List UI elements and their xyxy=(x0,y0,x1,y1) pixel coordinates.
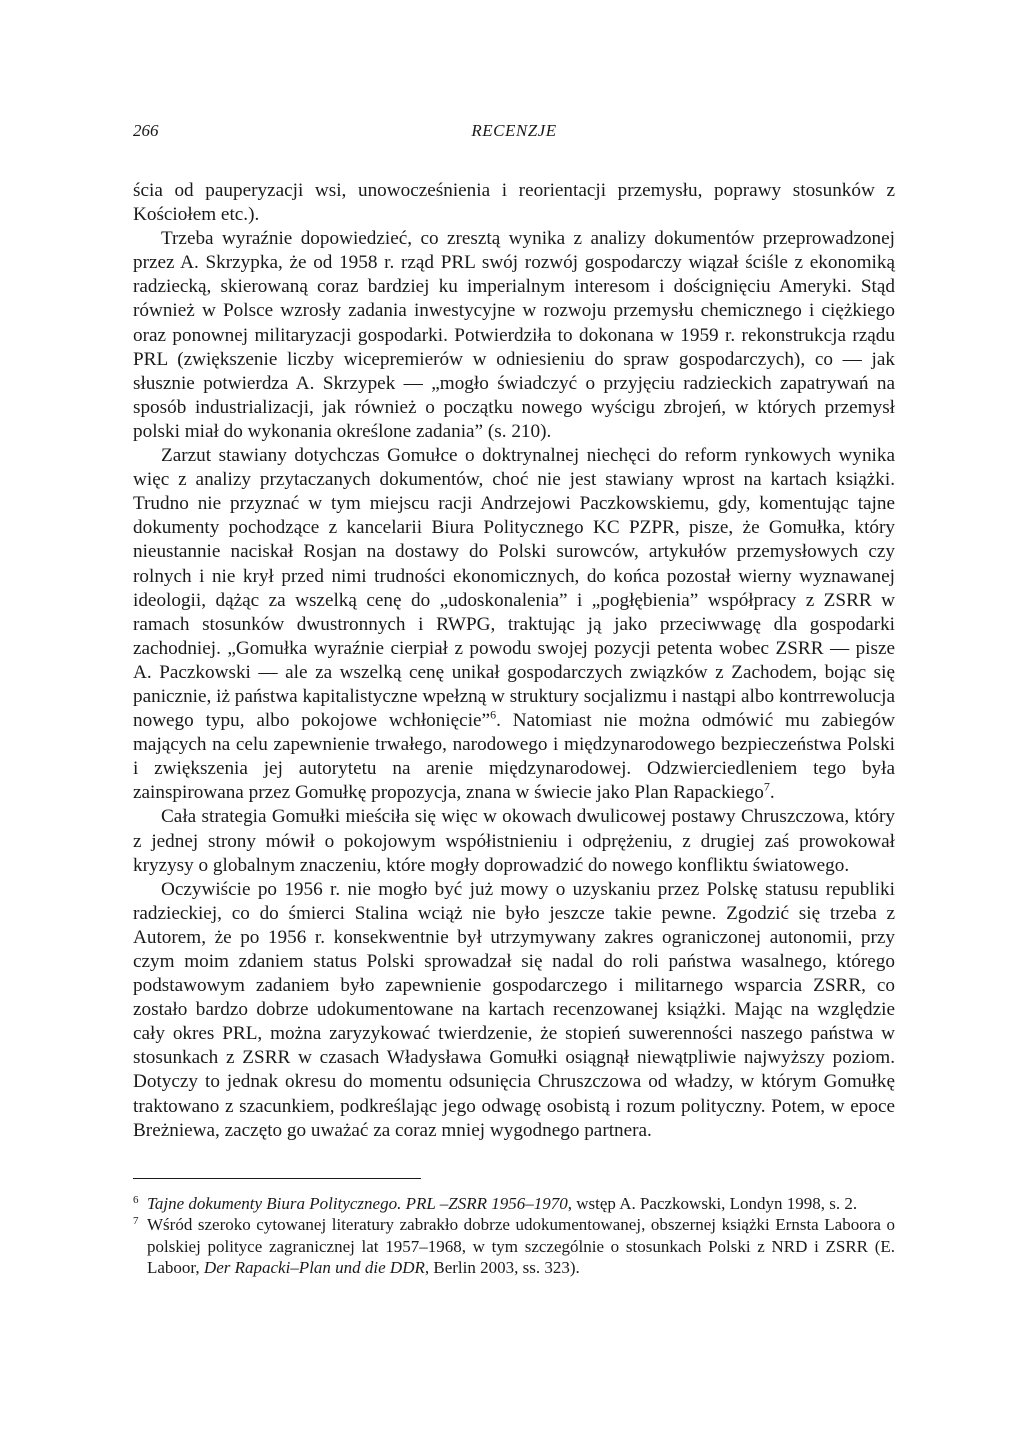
paragraph-text: Zarzut stawiany dotychczas Gomułce o doktrynalnej niechęci do reform rynkowych wynika więc z analizy przytaczanych dokumentów, choć nie jest stawiany wprost na kartach książki. Trudno nie przyznać w tym miejscu racji Andrzejowi Paczkowskiemu, gdy, komentując tajne dokumenty pochodzące z kancelarii Biura Politycznego KC PZPR, pisze, że Gomułka, który nieustannie naciskał Rosjan na dostawy do Polski surowców, artykułów przemysłowych czy rolnych i nie krył przed nimi trudności ekonomicznych, do końca pozostał wierny wyznawanej ideologii, dążąc za wszelką cenę do „udoskonalenia” i „pogłębienia” współpracy z ZSRR w ramach stosunków dwustronnych i RWPG, traktując ją jako przeciwwagę dla gospodarki zachodniej. „Gomułka wyraźnie cierpiał z powodu swojej pozycji petenta wobec ZSRR — pisze A. Paczkowski — ale za wszelką cenę unikał gospodarczych związków z Zachodem, bojąc się panicznie, iż państwa kapitalistyczne wpełzną w struktury socjalizmu i nastąpi albo kontrrewolucja nowego typu, albo pokojowe wchłonięcie” xyxy=(133,445,895,732)
paragraph-text: Cała strategia Gomułki mieściła się więc w okowach dwulicowej postawy Chruszczowa, który z jednej strony mówił o pokojowym współistnieniu i odprężeniu, z drugiej zaś prowokował kryzysy o globalnym znaczeniu, które mogły doprowadzić do nowego konfliktu światowego. xyxy=(133,806,895,876)
footnote-ref-7[interactable]: 7 xyxy=(763,779,770,794)
footnote-text: Wśród szeroko cytowanej literatury zabrakło dobrze udokumentowanej, obszernej książki Ernsta Laboora o polskiej polityce zagranicznej lat 1957–1968, w tym szczególnie o stosunkach Polski z NRD i ZSRR (E. Laboor, xyxy=(147,1215,895,1278)
paragraph-text: Oczywiście po 1956 r. nie mogło być już mowy o uzyskaniu przez Polskę statusu republiki radzieckiej, co do śmierci Stalina wciąż nie było jeszcze takie pewne. Zgodzić się trzeba z Autorem, że po 1956 r. konsekwentnie był utrzymywany zakres ograniczonej autonomii, przy czym moim zdaniem status Polski sprowadzał się nadal do roli państwa wasalnego, którego podstawowym zadaniem było zapewnienie gospodarczego i militarnego wsparcia ZSRR, co zostało bardzo dobrze udokumentowane na kartach recenzowanej książki. Mając na względzie cały okres PRL, można zaryzykować twierdzenie, że stopień suwerenności naszego państwa w stosunkach z ZSRR w czasach Władysława Gomułki osiągnął niewątpliwie najwyższy poziom. Dotyczy to jednak okresu do momentu odsunięcia Chruszczowa od władzy, w którym Gomułkę traktowano z szacunkiem, podkreślając jego odwagę osobistą i rozum polityczny. Potem, w epoce Breżniewa, zaczęto go uważać za coraz mniej wygodnego partnera. xyxy=(133,878,895,1141)
body-text xyxy=(133,179,895,1143)
footnote-7 xyxy=(133,1214,895,1279)
paragraph-text: . xyxy=(769,782,775,804)
paragraph xyxy=(133,805,895,877)
footnote-6 xyxy=(133,1193,895,1215)
paragraph xyxy=(133,878,895,1143)
paragraph xyxy=(133,179,895,227)
paragraph-text: ścia od pauperyzacji wsi, unowocześnienia i reorientacji przemysłu, poprawy stosunków z Kościołem etc.). xyxy=(133,180,895,226)
page xyxy=(133,118,895,1279)
footnote-text: , wstęp A. Paczkowski, Londyn 1998, s. 2. xyxy=(567,1193,858,1213)
paragraph xyxy=(133,444,895,805)
footnote-title: Der Rapacki–Plan und die DDR xyxy=(203,1258,425,1278)
footnote-number: 7 xyxy=(133,1215,139,1228)
paragraph-text: Trzeba wyraźnie dopowiedzieć, co zresztą wynika z analizy dokumentów przeprowadzonej przez A. Skrzypka, że od 1958 r. rząd PRL swój rozwój gospodarczy wiązał ściśle z ekonomiką radziecką, skierowaną coraz bardziej ku imperialnym interesom i doścignięciu Ameryki. Stąd również w Polsce wzrosły zadania inwestycyjne w rozwoju przemysłu chemicznego i ciężkiego oraz ponownej militaryzacji gospodarki. Potwierdziła to dokonana w 1959 r. rekonstrukcja rządu PRL (zwiększenie liczby wicepremierów w odniesieniu do spraw gospodarczych), co — jak słusznie potwierdza A. Skrzypek — „mogło świadczyć o przyjęciu radzieckich zapatrywań na sposób industrializacji, jak również o początku nowego wyścigu zbrojeń, w których przemysł polski miał do wykonania określone zadania” (s. 210). xyxy=(133,228,895,442)
footnote-number: 6 xyxy=(133,1193,139,1206)
footnotes xyxy=(133,1193,895,1279)
page-number: 266 xyxy=(133,121,159,140)
footnote-ref-6[interactable]: 6 xyxy=(490,707,497,722)
footnote-title: Tajne dokumenty Biura Politycznego. PRL –ZSRR 1956–1970 xyxy=(147,1193,568,1213)
footnote-text: , Berlin 2003, ss. 323). xyxy=(424,1258,580,1278)
footnote-divider xyxy=(133,1178,421,1179)
paragraph-text: . Natomiast nie można odmówić mu zabiegów mających na celu zapewnienie trwałego, narodowego i międzynarodowego bezpieczeństwa Polski i zwiększenia jej autorytetu na arenie międzynarodowej. Odzwierciedleniem tego była zainspirowana przez Gomułkę propozycja, znana w świecie jako Plan Rapackiego xyxy=(133,710,896,804)
running-head xyxy=(133,118,895,144)
paragraph xyxy=(133,227,895,444)
section-title: RECENZJE xyxy=(471,121,557,140)
